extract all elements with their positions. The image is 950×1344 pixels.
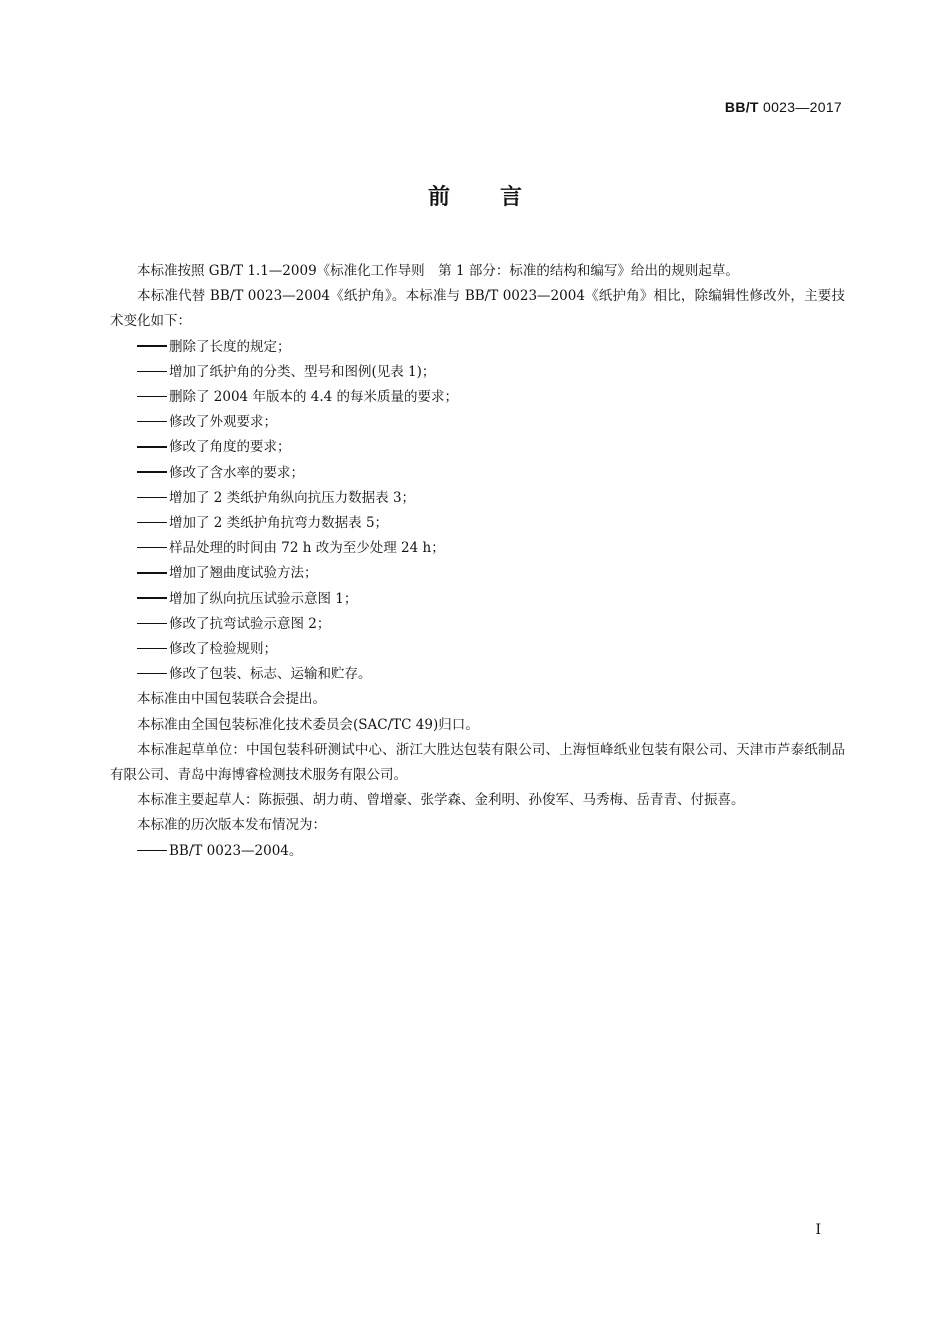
list-item: BB/T 0023—2004。: [110, 839, 845, 864]
dash-mark: [137, 471, 167, 472]
dash-mark: [137, 597, 167, 598]
dash-mark: [137, 446, 167, 447]
standard-prefix: BB/T: [724, 99, 759, 115]
dash-mark: [137, 850, 167, 851]
paragraph-drafters: 本标准主要起草人：陈振强、胡力萌、曾增豪、张学森、金利明、孙俊军、马秀梅、岳青青、付振喜。: [137, 792, 745, 809]
paragraph-history-intro: 本标准的历次版本发布情况为：: [137, 817, 326, 834]
dash-mark: [137, 371, 167, 372]
dash-mark: [137, 673, 167, 674]
dash-mark: [137, 497, 167, 498]
dash-mark: [137, 572, 167, 573]
dash-mark: [137, 522, 167, 523]
dash-mark: [137, 547, 167, 548]
page-title: 前言: [427, 185, 572, 210]
changes-list: [110, 335, 845, 688]
list-item: 删除了长度的规定；: [110, 335, 845, 360]
paragraph-proposer: 本标准由中国包装联合会提出。: [137, 691, 326, 708]
list-item: 增加了 2 类纸护角抗弯力数据表 5；: [110, 511, 845, 536]
list-item: 修改了检验规则；: [110, 637, 845, 662]
list-item: 删除了 2004 年版本的 4.4 的每米质量的要求；: [110, 385, 845, 410]
list-item: 修改了角度的要求；: [110, 435, 845, 460]
dash-mark: [137, 421, 167, 422]
dash-mark: [137, 396, 167, 397]
paragraph-drafting-rules: 本标准按照 GB/T 1.1—2009《标准化工作导则 第 1 部分：标准的结构和编写》给出的规则起草。: [137, 263, 739, 279]
standard-number: [725, 99, 842, 115]
list-item: 修改了含水率的要求；: [110, 461, 845, 486]
standard-year-number: 0023—2017: [763, 99, 842, 115]
dash-mark: [137, 648, 167, 649]
page-number: I: [815, 1222, 821, 1238]
paragraph-drafting-units: 本标准起草单位：中国包装科研测试中心、浙江大胜达包装有限公司、上海恒峰纸业包装有限公司、天津市芦泰纸制品有限公司、青岛中海博睿检测技术服务有限公司。: [110, 741, 845, 784]
list-item: 修改了外观要求；: [110, 410, 845, 435]
list-item: 增加了纵向抗压试验示意图 1；: [110, 587, 845, 612]
paragraph-replacement: 本标准代替 BB/T 0023—2004《纸护角》。本标准与 BB/T 0023—2004《纸护角》相比，除编辑性修改外，主要技术变化如下：: [110, 288, 845, 330]
document-body: [110, 259, 845, 864]
dash-mark: [137, 345, 167, 346]
list-item: 增加了 2 类纸护角纵向抗压力数据表 3；: [110, 486, 845, 511]
dash-mark: [137, 623, 167, 624]
paragraph-committee: 本标准由全国包装标准化技术委员会(SAC/TC 49)归口。: [137, 716, 479, 733]
list-item: 样品处理的时间由 72 h 改为至少处理 24 h；: [110, 536, 845, 561]
list-item: 修改了包装、标志、运输和贮存。: [110, 662, 845, 687]
list-item: 增加了翘曲度试验方法；: [110, 561, 845, 586]
history-list: [110, 839, 845, 864]
list-item: 增加了纸护角的分类、型号和图例(见表 1)；: [110, 360, 845, 385]
list-item: 修改了抗弯试验示意图 2；: [110, 612, 845, 637]
